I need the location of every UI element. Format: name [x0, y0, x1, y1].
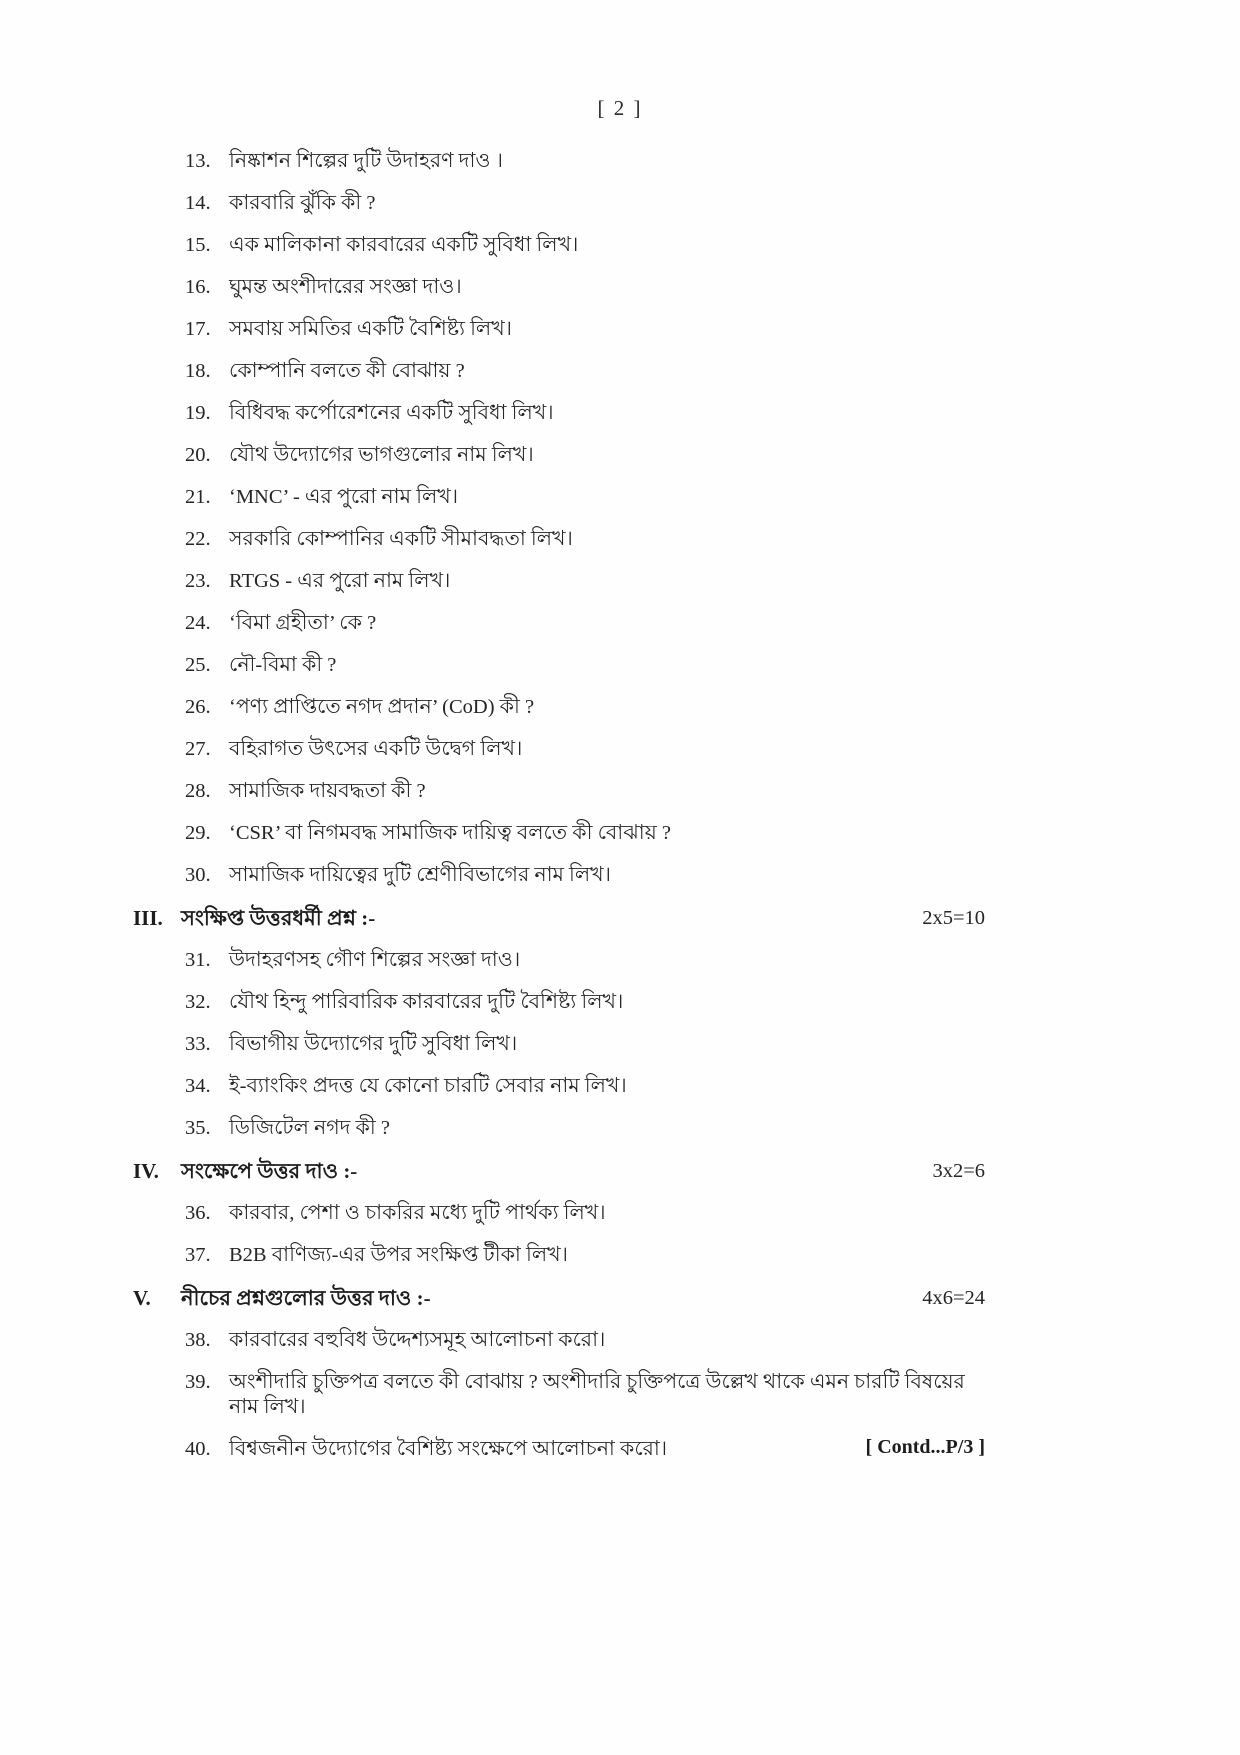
question-number: 15. — [185, 234, 211, 256]
question-text: ‘পণ্য প্রাপ্তিতে নগদ প্রদান’ (CoD) কী ? — [229, 696, 535, 718]
question-text: বহিরাগত উৎসের একটি উদ্বেগ লিখ। — [229, 738, 523, 760]
question-text: সামাজিক দায়বদ্ধতা কী ? — [229, 780, 426, 802]
question-text: ‘বিমা গ্রহীতা’ কে ? — [229, 612, 377, 634]
question-number: 39. — [185, 1371, 211, 1393]
question-text: ঘুমন্ত অংশীদারের সংজ্ঞা দাও। — [229, 276, 462, 298]
question-text: বিশ্বজনীন উদ্যোগের বৈশিষ্ট্য সংক্ষেপে আলোচনা করো। — [229, 1438, 668, 1460]
question-text: কারবারের বহুবিধ উদ্দেশ্যসমূহ আলোচনা করো। — [229, 1329, 606, 1351]
section-title: সংক্ষেপে উত্তর দাও :- — [181, 1159, 358, 1183]
question-number: 19. — [185, 402, 211, 424]
question-number: 13. — [185, 150, 211, 172]
question-item — [133, 1074, 985, 1099]
section-title: সংক্ষিপ্ত উত্তরধর্মী প্রশ্ন :- — [181, 906, 376, 930]
page-number: [ 2 ] — [597, 96, 643, 120]
question-number: 24. — [185, 612, 211, 634]
footer-contd-label: [ Contd...P/3 ] — [865, 1436, 985, 1458]
question-item — [133, 443, 985, 468]
section-roman-numeral: III. — [133, 906, 163, 930]
question-number: 17. — [185, 318, 211, 340]
question-text: নিষ্কাশন শিল্পের দুটি উদাহরণ দাও । — [229, 150, 503, 172]
question-text: যৌথ উদ্যোগের ভাগগুলোর নাম লিখ। — [229, 444, 534, 466]
question-text: সামাজিক দায়িত্বের দুটি শ্রেণীবিভাগের নাম লিখ। — [229, 864, 611, 886]
question-text: সরকারি কোম্পানির একটি সীমাবদ্ধতা লিখ। — [229, 528, 573, 550]
question-item — [133, 485, 985, 510]
question-number: 21. — [185, 486, 211, 508]
question-number: 28. — [185, 780, 211, 802]
question-item — [133, 317, 985, 342]
question-text: কোম্পানি বলতে কী বোঝায় ? — [229, 360, 465, 382]
question-item — [133, 779, 985, 804]
question-text: B2B বাণিজ্য-এর উপর সংক্ষিপ্ত টীকা লিখ। — [229, 1244, 568, 1266]
question-item — [133, 1437, 985, 1462]
question-item — [133, 359, 985, 384]
question-number: 14. — [185, 192, 211, 214]
question-number: 25. — [185, 654, 211, 676]
question-item — [133, 1243, 985, 1268]
section-heading — [133, 1158, 985, 1184]
question-item — [133, 1032, 985, 1057]
question-text: ডিজিটেল নগদ কী ? — [229, 1117, 390, 1139]
question-item — [133, 737, 985, 762]
question-item — [133, 821, 985, 846]
section-roman-numeral: IV. — [133, 1159, 159, 1183]
question-text: উদাহরণসহ গৌণ শিল্পের সংজ্ঞা দাও। — [229, 949, 521, 971]
question-number: 16. — [185, 276, 211, 298]
question-number: 22. — [185, 528, 211, 550]
question-text: RTGS - এর পুরো নাম লিখ। — [229, 570, 451, 592]
question-number: 36. — [185, 1202, 211, 1224]
question-text: ‘MNC’ - এর পুরো নাম লিখ। — [229, 486, 459, 508]
question-item — [133, 1201, 985, 1226]
question-text: ‘CSR’ বা নিগমবদ্ধ সামাজিক দায়িত্ব বলতে কী বোঝায় ? — [229, 822, 672, 844]
question-text: নৌ-বিমা কী ? — [229, 654, 337, 676]
section-marks: 2x5=10 — [922, 907, 985, 929]
section-roman-numeral: V. — [133, 1286, 151, 1310]
question-text: সমবায় সমিতির একটি বৈশিষ্ট্য লিখ। — [229, 318, 513, 340]
section-heading — [133, 905, 985, 931]
question-text: কারবার, পেশা ও চাকরির মধ্যে দুটি পার্থক্য লিখ। — [229, 1202, 606, 1224]
question-item — [133, 191, 985, 216]
question-text: এক মালিকানা কারবারের একটি সুবিধা লিখ। — [229, 234, 579, 256]
question-item — [133, 1328, 985, 1353]
question-number: 23. — [185, 570, 211, 592]
question-number: 29. — [185, 822, 211, 844]
question-item — [133, 1370, 985, 1420]
section-marks: 3x2=6 — [932, 1160, 985, 1182]
question-text: কারবারি ঝুঁকি কী ? — [229, 192, 376, 214]
question-text: বিভাগীয় উদ্যোগের দুটি সুবিধা লিখ। — [229, 1033, 518, 1055]
question-text: অংশীদারি চুক্তিপত্র বলতে কী বোঝায় ? অংশীদারি চুক্তিপত্রে উল্লেখ থাকে এমন চারটি বিষয়ের নাম লিখ। — [229, 1371, 965, 1418]
question-number: 37. — [185, 1244, 211, 1266]
section-title: নীচের প্রশ্নগুলোর উত্তর দাও :- — [181, 1286, 431, 1310]
question-number: 32. — [185, 991, 211, 1013]
question-text: যৌথ হিন্দু পারিবারিক কারবারের দুটি বৈশিষ্ট্য লিখ। — [229, 991, 624, 1013]
question-number: 33. — [185, 1033, 211, 1055]
question-number: 40. — [185, 1438, 211, 1460]
question-item — [133, 611, 985, 636]
question-text: ই-ব্যাংকিং প্রদত্ত যে কোনো চারটি সেবার নাম লিখ। — [229, 1075, 627, 1097]
question-item — [133, 275, 985, 300]
question-item — [133, 527, 985, 552]
question-item — [133, 695, 985, 720]
section-marks: 4x6=24 — [922, 1287, 985, 1309]
section-heading — [133, 1285, 985, 1311]
question-item — [133, 1116, 985, 1141]
question-number: 31. — [185, 949, 211, 971]
question-list — [0, 149, 1240, 1462]
question-number: 30. — [185, 864, 211, 886]
question-item — [133, 948, 985, 973]
question-number: 27. — [185, 738, 211, 760]
question-item — [133, 401, 985, 426]
question-item — [133, 990, 985, 1015]
question-number: 26. — [185, 696, 211, 718]
question-number: 34. — [185, 1075, 211, 1097]
question-number: 35. — [185, 1117, 211, 1139]
question-item — [133, 569, 985, 594]
question-number: 18. — [185, 360, 211, 382]
question-item — [133, 233, 985, 258]
question-text: বিধিবদ্ধ কর্পোরেশনের একটি সুবিধা লিখ। — [229, 402, 554, 424]
question-number: 38. — [185, 1329, 211, 1351]
question-item — [133, 653, 985, 678]
question-item — [133, 863, 985, 888]
question-item — [133, 149, 985, 174]
question-number: 20. — [185, 444, 211, 466]
